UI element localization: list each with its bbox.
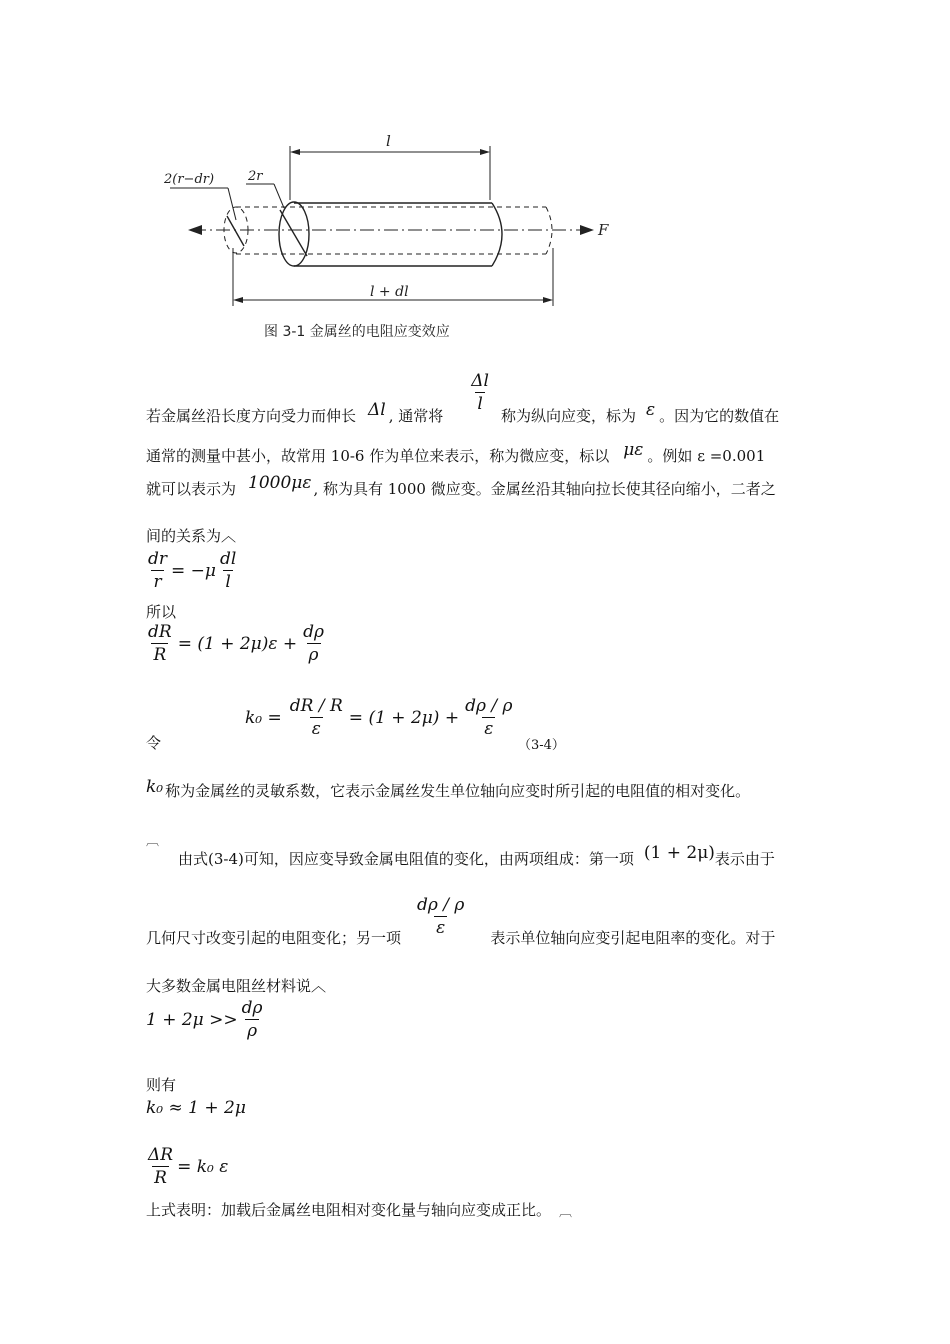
strain-fraction: $\frac{\Delta l}{l}$ (471, 371, 489, 414)
value-1000: 1000με (248, 473, 312, 493)
label-2r-dr: 2(r−dr) (164, 172, 215, 187)
micro-strain: με (623, 440, 644, 460)
label-2r: 2r (248, 169, 263, 184)
para1-line2: 通常的测量中甚小，故常用 10-6 作为单位来表示，称为微应变，标以 με 。例如 ε =0.001 (146, 440, 766, 465)
para1-line3: 就可以表示为 1000με , 称为具有 1000 微应变。金属丝沿其轴向拉长使其径向缩小，二者之 (146, 473, 776, 498)
force-label: F (598, 221, 609, 239)
equation-5: k₀ ≈ 1 + 2μ (146, 1098, 246, 1118)
para3-line2: 几何尺寸改变引起的电阻变化；另一项 $\frac{d\rho / \rho}{\varepsilon}$ 表示单位轴向应变引起电阻率的变化。对于 (146, 895, 776, 947)
suoyi-label: 所以 (146, 603, 177, 621)
para2: k₀ 称为金属丝的灵敏系数，它表示金属丝发生单位轴向应变时所引起的电阻值的相对变化。 (146, 777, 751, 800)
para3-line1: 由式(3-4)可知，因应变导致金属电阻值的变化，由两项组成：第一项 (1 + 2μ) 表示由于 (178, 843, 775, 868)
equation-3-4: k₀ = $\frac{dR / R}{\varepsilon}$ = (1 + 2μ) + $\frac{d\rho / \rho}{\varepsilon}$ (245, 696, 513, 739)
epsilon: ε (646, 400, 656, 420)
reduced-diameter-line (227, 216, 244, 246)
dim-ldl-label: l + dl (370, 284, 409, 300)
para1-line4: 间的关系为︿ (146, 527, 237, 545)
para3-line3: 大多数金属电阻丝材料说︿ (146, 977, 327, 995)
term-1-plus-2mu: (1 + 2μ) (643, 843, 715, 863)
equation-6: $\frac{\Delta R}{R}$ = k₀ ε (148, 1145, 229, 1188)
equation-number: （3-4） (518, 738, 565, 753)
wire-right-end (492, 203, 502, 266)
conclusion: 上式表明：加载后金属丝电阻相对变化量与轴向应变成正比。 ︹ (146, 1201, 573, 1220)
diameter-line (280, 210, 307, 256)
figure-caption: 图 3-1 金属丝的电阻应变效应 (264, 324, 450, 340)
equation-4: 1 + 2μ >> $\frac{d\rho}{\rho}$ (146, 998, 263, 1041)
paragraph-mark-2: ︹ (559, 1205, 573, 1220)
equation-1: $\frac{dr}{r}$ = −μ $\frac{dl}{l}$ (148, 549, 237, 592)
para1-line1: 若金属丝沿长度方向受力而伸长 Δl , 通常将 $\frac{\Delta l}{l}$ 称为纵向应变，标为 ε 。因为它的数值在 (146, 371, 780, 425)
resistivity-fraction: $\frac{d\rho / \rho}{\varepsilon}$ (417, 895, 465, 938)
dim-l-label: l (386, 132, 391, 150)
figure (164, 128, 640, 348)
ling-label: 令 (146, 734, 162, 752)
strain-wire-diagram (164, 128, 640, 348)
left-arrow-icon (188, 225, 202, 235)
paragraph-mark-1: ︹ (146, 834, 160, 849)
equation-2: $\frac{dR}{R}$ = (1 + 2μ)ε + $\frac{d\rho}{\rho}$ (148, 622, 324, 665)
zeyou-label: 则有 (146, 1076, 177, 1094)
delta-l: Δl (368, 400, 386, 420)
right-arrow-icon (580, 225, 594, 235)
